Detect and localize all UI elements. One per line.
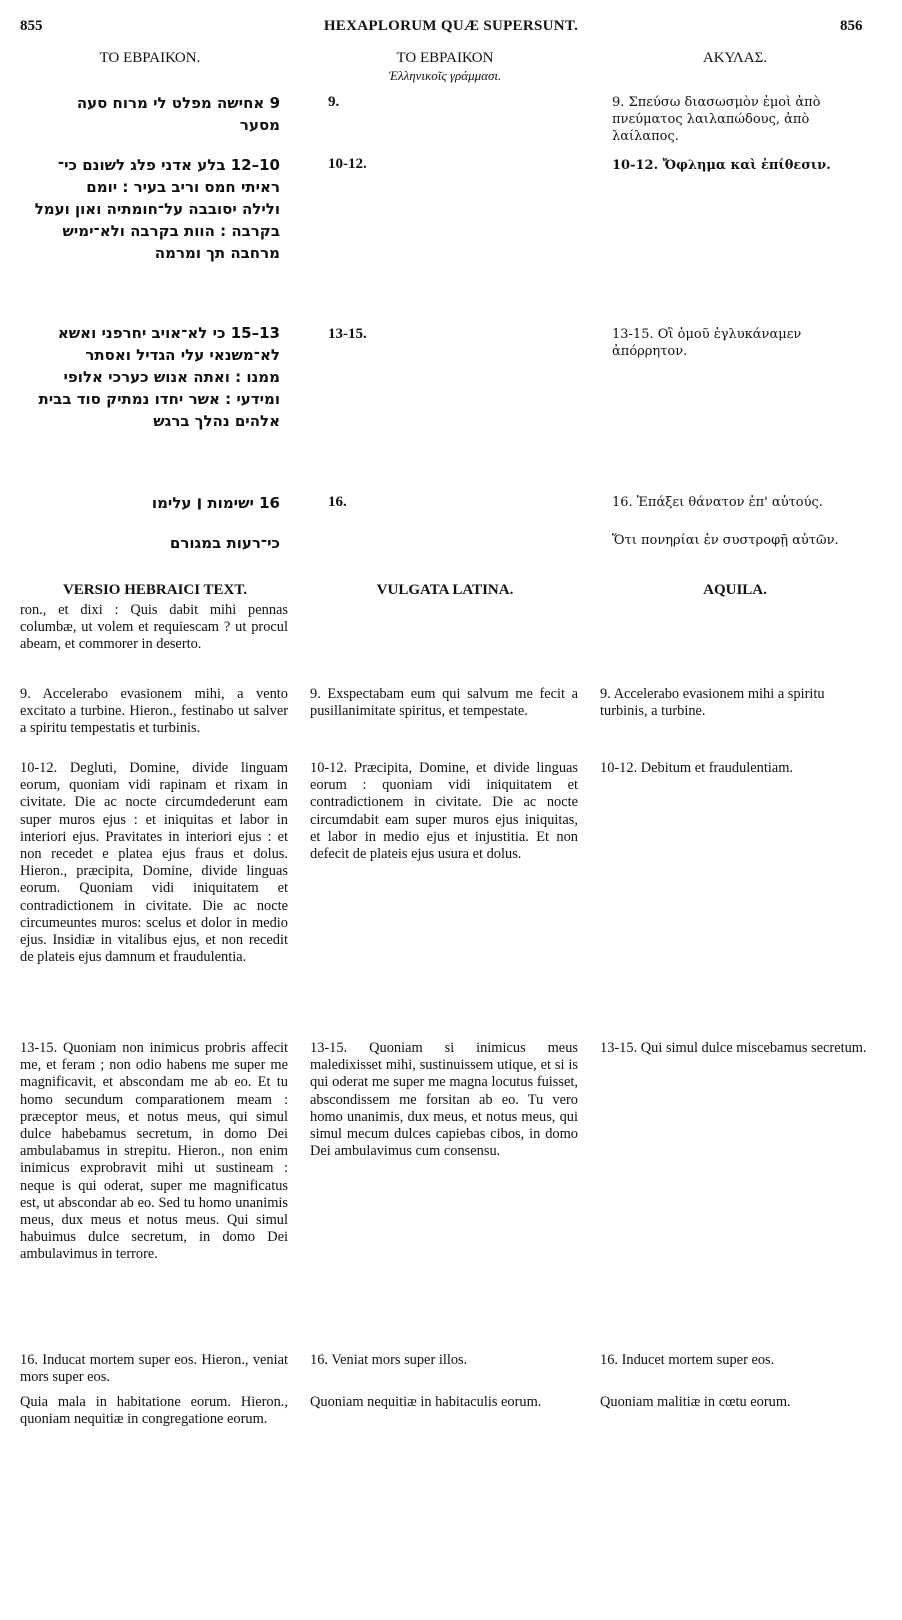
aquila-greek-column-title: ΑΚΥΛΑΣ. [702, 50, 768, 66]
hebrew-column-title: ΤΟ ΕΒΡΑΙΚΟΝ. [99, 50, 201, 66]
translit-v13-15: 13-15. [328, 326, 367, 342]
aquila-latin-v10-12: 10-12. Debitum et fraudulentiam. [600, 760, 794, 776]
page-number-right: 856 [840, 18, 863, 34]
aquila-latin-column-title: AQUILA. [703, 582, 767, 598]
hebrew-text-v13-15: 13–15 כי לא־אויב יחרפני ואשא לא־משנאי עלי הגדיל ואסתר ממנו : ואתה אנוש כערכי אלופי ומידעי : אשר יחדו נמתיק סוד בבית אלהים נהלך ברגש [38, 324, 280, 430]
versio-v9: 9. Accelerabo evasionem mihi, a vento excitato a turbine. Hieron., festinabo ut salver a spiritu tempestatis et turbinis. [20, 686, 288, 737]
versio-intro-continuation: ron., et dixi : Quis dabit mihi pennas columbæ, ut volem et requiescam ? ut procul abeam, et commorer in deserto. [20, 602, 288, 653]
vulgate-v10-12: 10-12. Præcipita, Domine, et divide linguas eorum : quoniam vidi iniquitatem et contradictionem in civitate. Die ac nocte circumdabit eam super muros ejus iniquitas, et labor in medio ejus et injustitia. Et non defecit de plateis ejus usura et dolus. [310, 760, 578, 863]
versio-v16b: Quia mala in habitatione eorum. Hieron., quoniam nequitiæ in congregatione eorum. [20, 1394, 288, 1428]
aquila-latin-v9: 9. Accelerabo evasionem mihi a spiritu turbinis, a turbine. [600, 686, 825, 720]
vulgate-v9: 9. Exspectabam eum qui salvum me fecit a pusillanimitate spiritus, et tempestate. [310, 686, 578, 720]
translit-v10-12: 10-12. [328, 156, 367, 172]
versio-v16: 16. Inducat mortem super eos. Hieron., veniat mors super eos. [20, 1352, 288, 1386]
vulgate-v16: 16. Veniat mors super illos. [310, 1352, 468, 1368]
transliteration-column-subtitle: Ἑλληνικοῖς γράμμασι. [388, 68, 502, 83]
versio-v10-12: 10-12. Degluti, Domine, divide linguam eorum, quoniam vidi rapinam et rixam in civitate. Die ac nocte circumdederunt eam super muros ejus : et iniquitas et labor in interiori ejus. Pravitates in interiori ejus : et non recedet e platea ejus fraus et dolus. Hieron., præcipita, Domine, divide linguas eorum. Quoniam vidi iniquitatem et contradictionem in civitate. Die ac nocte circumeuntes muros: scelus et dolor in medio ejus. Insidiæ in vitalibus ejus, et non recedit de plateis ejus damnum et fraudulentia. [20, 760, 288, 966]
hebrew-text-v10-12: 10–12 בלע אדני פלג לשונם כי־ ראיתי חמס וריב בעיר : יומם ולילה יסובבה על־חומתיה ואון ועמל בקרבה : הוות בקרבה ולא־ימיש מרחבה תך ומרמה [34, 156, 280, 262]
transliteration-column-title: ΤΟ ΕΒΡΑΙΚΟΝ [396, 50, 494, 66]
aquila-latin-v13-15: 13-15. Qui simul dulce miscebamus secretum. [600, 1040, 867, 1056]
translit-v9: 9. [328, 94, 340, 110]
aquila-latin-v16: 16. Inducet mortem super eos. [600, 1352, 775, 1368]
aquila-greek-v16: 16. Ἐπάξει θάνατον ἐπ' αὐτούς. [612, 495, 823, 510]
translit-v16: 16. [328, 494, 347, 510]
vulgate-v16b: Quoniam nequitiæ in habitaculis eorum. [310, 1394, 542, 1410]
hebrew-text-v9: 9 אחישה מפלט לי מרוח סעה מסער [76, 94, 280, 134]
aquila-greek-v16b: Ὅτι πονηρίαι ἐν συστροφῇ αὐτῶν. [612, 533, 839, 548]
hebrew-text-v16b: כי־רעות במגורם [169, 534, 280, 552]
aquila-greek-v10-12: 10-12. Ὄφλημα καὶ ἐπίθεσιν. [612, 158, 831, 173]
aquila-latin-v16b: Quoniam malitiæ in cœtu eorum. [600, 1394, 791, 1410]
versio-v13-15: 13-15. Quoniam non inimicus probris affecit me, et feram ; non odio habens me super me magnificavit, et abscondam me ab eo. Et tu homo secundum comparationem meam : præceptor meus, et notus meus, qui simul dulce habebamus secretum, in domo Dei ambulabamus in strepitu. Hieron., non enim inimicus exprobravit mihi ut sustineam : neque is qui oderat, super me magnificatus est, ut abscondar ab eo. Sed tu homo unanimis meus, dux meus et notus meus. Qui simul habuimus dulce secretum, in domo Dei ambulavimus in terrore. [20, 1040, 288, 1263]
aquila-greek-v9: 9. Σπεύσω διασωσμὸν ἐμοὶ ἀπὸ πνεύματος λαιλαπώδους, ἀπὸ λαίλαπος. [612, 95, 821, 144]
page-number-left: 855 [20, 18, 43, 34]
vulgate-column-title: VULGATA LATINA. [376, 582, 514, 598]
hebrew-text-v16: 16 ישימות ׀ עלימו [151, 494, 280, 512]
vulgate-v13-15: 13-15. Quoniam si inimicus meus maledixisset mihi, sustinuissem utique, et si is qui oderat me super me magna locutus fuisset, abscondissem me forsitan ab eo. Tu vero homo unanimis, dux meus, et notus meus, qui simul mecum dulces capiebas cibos, in domo Dei ambulavimus cum consensu. [310, 1040, 578, 1160]
versio-column-title: VERSIO HEBRAICI TEXT. [62, 582, 248, 598]
aquila-greek-v13-15: 13-15. Οἳ ὁμοῦ ἐγλυκάναμεν ἀπόρρητον. [612, 327, 802, 359]
running-title: HEXAPLORUM QUÆ SUPERSUNT. [323, 18, 579, 34]
